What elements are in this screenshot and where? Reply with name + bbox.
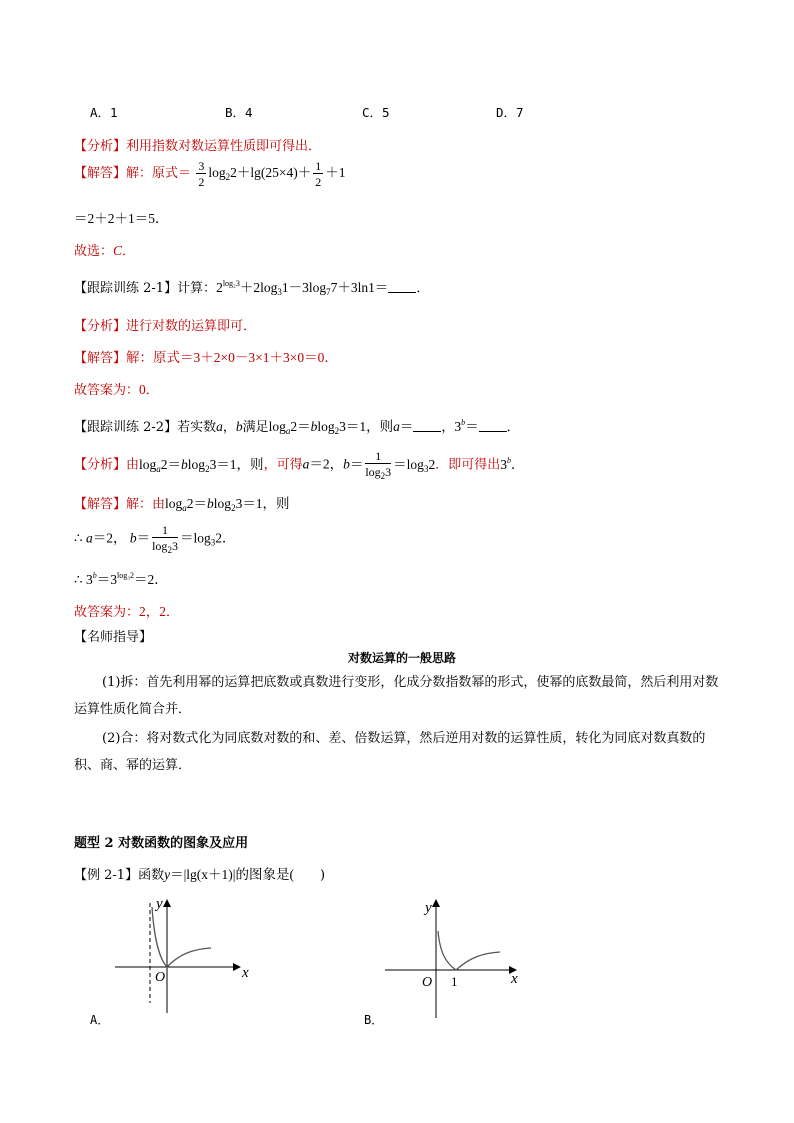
teacher-paragraph-2: (2)合：将对数式化为同底数对数的和、差、倍数运算，然后逆用对数的运算性质，转化为同底对数真数的积、商、幂的运算．	[74, 731, 706, 773]
teacher-title: 对数运算的一般思路	[348, 651, 457, 665]
section-title: 题型 2 对数函数的图象及应用	[74, 836, 249, 851]
solution-text: 解：原式＝	[126, 166, 192, 182]
graph-b	[380, 895, 530, 1020]
graph-a	[110, 895, 250, 1015]
ex1-line2: ＝2＋2＋1＝5．	[74, 211, 169, 226]
origin-label: O	[155, 970, 166, 985]
tr22-therefore-1: ∴ a＝2， b＝ $\frac{1}{\log_23}$ $=\log_32$．	[74, 523, 236, 555]
analysis-text: 利用指数对数运算性质即可得出．	[126, 139, 322, 154]
example-2-1: 【例 2-1】函数y＝|lg(x＋1)|的图象是( )	[74, 867, 326, 883]
y-axis-arrow	[163, 899, 171, 907]
teacher-label: 【名师指导】	[74, 630, 153, 645]
option-d: D．7	[496, 105, 524, 120]
teacher-paragraph-1: (1)拆：首先利用幂的运算把底数或真数进行变形，化成分数指数幂的形式，使幂的底数最简，然后利用对数运算性质化简合并．	[74, 675, 719, 717]
answer-blank-a	[413, 420, 441, 432]
tr21-answer: 故答案为：0．	[74, 382, 159, 398]
answer-blank	[388, 281, 416, 293]
x-label: x	[511, 971, 518, 987]
fraction-3-2: $\frac{3}{2}$	[198, 159, 205, 189]
ex1-analysis	[74, 135, 321, 154]
origin-label: O	[422, 975, 433, 990]
fraction-1-2: $\frac{1}{2}$	[315, 159, 322, 189]
option-c: C．5	[362, 105, 390, 120]
tr22-therefore-2: ∴ $3^b=3^{log_32}=2$．	[74, 571, 168, 587]
graph-b-option: B．	[364, 1013, 384, 1027]
training-2-1: 【跟踪训练 2-1】计算：$2^{log_23}+2\log_31-3\log_77+3\ln 1=$ ．	[74, 279, 430, 297]
tick-1-label: 1	[451, 974, 458, 989]
x-axis-arrow	[233, 963, 241, 971]
curve-b	[438, 931, 500, 970]
tr21-analysis: 【分析】进行对数的运算即可．	[74, 319, 257, 334]
training-2-2: 【跟踪训练 2-2】若实数a，b满足$\log_a2=blog_23=1$，则a＝ ，$3^b=$ ．	[74, 418, 520, 436]
option-b: B．4	[225, 105, 253, 120]
ex1-choice: 故选：C．	[74, 243, 136, 259]
y-label: y	[156, 896, 163, 912]
tr22-solution: 【解答】解：由$\log_a2=blog_23=1$，则	[74, 496, 290, 513]
analysis-label: 【分析】	[74, 139, 127, 154]
answer-blank-b	[479, 420, 507, 432]
ex1-solution: 【解答】解：原式＝ $\frac{3}{2}$ $\log_22+\lg(25\times 4)+$ $\frac{1}{2}$ ＋1	[74, 159, 346, 189]
tr22-analysis: 【分析】由$\log_a2=blog_23=1$，则，可得a＝2，b＝ $\frac{1}{\log_23}$ $=\log_32$．即可得出3$^b$．	[74, 449, 525, 481]
tr22-answer: 故答案为：2，2．	[74, 604, 180, 620]
x-label: x	[242, 965, 249, 981]
solution-label: 【解答】	[74, 166, 127, 182]
y-axis-arrow	[432, 899, 440, 907]
tr21-solution: 【解答】解：原式＝3＋2×0－3×1＋3×0＝0．	[74, 350, 338, 366]
option-a: A．1	[90, 105, 118, 120]
y-label: y	[425, 900, 432, 916]
graph-a-option: A．	[90, 1013, 110, 1027]
curve-a	[152, 907, 211, 967]
